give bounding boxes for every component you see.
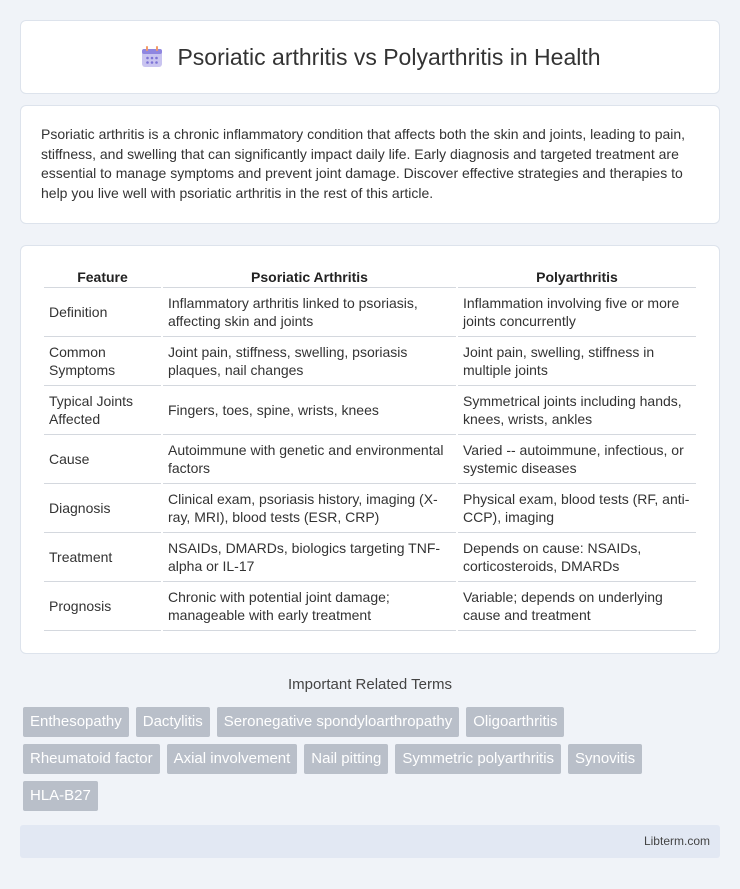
comparison-table [42,266,698,631]
footer-brand-link[interactable]: Libterm.com [643,834,710,848]
table-row [44,386,696,435]
polyarthritis-cell: Symmetrical joints including hands, knees, wrists, ankles [458,386,696,435]
table-row [44,484,696,533]
tag-synovitis[interactable]: Synovitis [568,744,642,774]
psoriatic-arthritis-cell: Chronic with potential joint damage; manageable with early treatment [163,582,456,631]
feature-cell: Prognosis [44,582,161,631]
column-header-feature: Feature [44,266,161,288]
column-header-polyarthritis: Polyarthritis [458,266,696,288]
intro-card [20,105,720,224]
related-terms-heading: Important Related Terms [288,676,452,693]
page-title: Psoriatic arthritis vs Polyarthritis in Health [177,43,601,70]
intro-text: Psoriatic arthritis is a chronic inflammatory condition that affects both the skin and joints, leading to pain, stiffness, and swelling that can significantly impact daily life. Early diagnosis and targeted treatment are essential to manage symptoms and prevent joint damage. Discover effective strategies and therapies to help you live well with psoriatic arthritis in the rest of this article. [41,126,686,201]
feature-cell: Typical Joints Affected [44,386,161,435]
tag-seronegative-spondyloarthropathy[interactable]: Seronegative spondyloarthropathy [217,707,460,737]
psoriatic-arthritis-cell: Inflammatory arthritis linked to psoriasis, affecting skin and joints [163,288,456,337]
polyarthritis-cell: Varied -- autoimmune, infectious, or systemic diseases [458,435,696,484]
tag-nail-pitting[interactable]: Nail pitting [304,744,388,774]
polyarthritis-cell: Physical exam, blood tests (RF, anti-CCP), imaging [458,484,696,533]
tag-enthesopathy[interactable]: Enthesopathy [23,707,129,737]
tag-axial-involvement[interactable]: Axial involvement [167,744,298,774]
psoriatic-arthritis-cell: Joint pain, stiffness, swelling, psoriasis plaques, nail changes [163,337,456,386]
psoriatic-arthritis-cell: Clinical exam, psoriasis history, imaging (X-ray, MRI), blood tests (ESR, CRP) [163,484,456,533]
tag-symmetric-polyarthritis[interactable]: Symmetric polyarthritis [395,744,561,774]
psoriatic-arthritis-cell: Fingers, toes, spine, wrists, knees [163,386,456,435]
title-card [20,20,720,94]
table-row [44,337,696,386]
calendar-icon [139,44,165,70]
tag-rheumatoid-factor[interactable]: Rheumatoid factor [23,744,160,774]
tag-oligoarthritis[interactable]: Oligoarthritis [466,707,564,737]
footer [20,825,720,858]
polyarthritis-cell: Joint pain, swelling, stiffness in multiple joints [458,337,696,386]
table-row [44,533,696,582]
psoriatic-arthritis-cell: NSAIDs, DMARDs, biologics targeting TNF-alpha or IL-17 [163,533,456,582]
polyarthritis-cell: Variable; depends on underlying cause and treatment [458,582,696,631]
tag-hla-b27[interactable]: HLA-B27 [23,781,98,811]
psoriatic-arthritis-cell: Autoimmune with genetic and environmental factors [163,435,456,484]
feature-cell: Common Symptoms [44,337,161,386]
feature-cell: Definition [44,288,161,337]
table-row [44,288,696,337]
comparison-card [20,245,720,654]
column-header-psoriatic-arthritis: Psoriatic Arthritis [163,266,456,288]
feature-cell: Diagnosis [44,484,161,533]
polyarthritis-cell: Inflammation involving five or more joints concurrently [458,288,696,337]
related-terms-list [23,707,713,818]
table-row [44,582,696,631]
table-header-row [44,266,696,288]
feature-cell: Treatment [44,533,161,582]
table-row [44,435,696,484]
feature-cell: Cause [44,435,161,484]
tag-dactylitis[interactable]: Dactylitis [136,707,210,737]
polyarthritis-cell: Depends on cause: NSAIDs, corticosteroids, DMARDs [458,533,696,582]
